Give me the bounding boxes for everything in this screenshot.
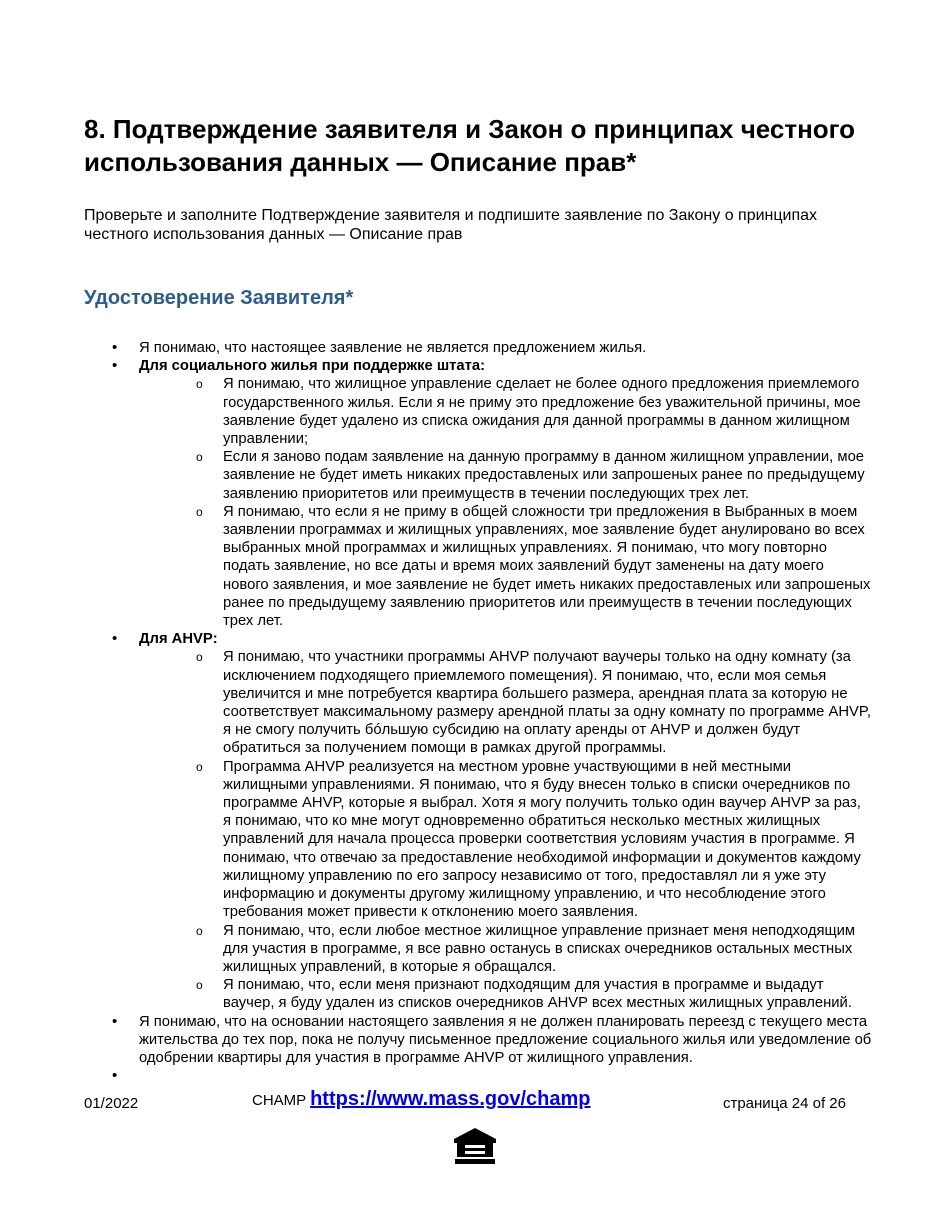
list-item-ahvp (112, 630, 872, 1012)
list-item: • Я понимаю, что настоящее заявление не является предложением жилья. (112, 339, 872, 357)
equal-housing-opportunity-icon (451, 1126, 499, 1166)
section-heading: Удостоверение Заявителя* (84, 287, 354, 309)
intro-text: Проверьте и заполните Подтверждение заявителя и подпишите заявление по Закону о принципах честного использования данных — Описание прав (84, 207, 818, 243)
sub-list-item: o Я понимаю, что участники программы AHVP получают ваучеры только на одну комнату (за исключением подходящего приемлемого помещения). Я понимаю, что, если моя семья увеличится и мне потребуется квартира большего размера, арендная плата за которую не соответствует максимальному размеру арендной платы за одну комнату по программе AHVP, я не смогу получить бóльшую субсидию на оплату аренды от AHVP и должен будут обратиться за получением помощи в рамках другой программы. (196, 648, 872, 757)
sub-list-item: o Программа AHVP реализуется на местном уровне участвующими в ней местными жилищными управлениями. Я понимаю, что я буду внесен только в списки очередников по программе AHVP, которые я выбрал. Хотя я могу получить только один ваучер AHVP за раз, я понимаю, что ко мне могут одновременно обратиться несколько местных жилищных управлений для начала процесса проверки соответствия условиям участия в программе. Я понимаю, что отвечаю за предоставление необходимой информации и документов каждому жилищному управлению по его запросу независимо от того, предоставлял ли я уже эту информацию и документы другому жилищному управлению, и что несоблюдение этого требования может привести к отклонению моего заявления. (196, 758, 872, 922)
champ-label: CHAMP (252, 1092, 306, 1109)
sub-list-item: o Я понимаю, что жилищное управление сделает не более одного предложения приемлемого государственного жилья. Если я не приму это предложение без уважительной причины, мое заявление будет удалено из списка ожидания для данной программы в данном жилищном управлении; (196, 375, 872, 448)
sub-list-item: o Я понимаю, что, если любое местное жилищное управление признает меня неподходящим для участия в программе, я все равно останусь в списках очередников остальных местных жилищных управлений, в которые я обращался. (196, 922, 872, 977)
footer-date: 01/2022 (84, 1095, 139, 1112)
list-item-state-housing (112, 357, 872, 630)
state-housing-heading: Для социального жилья при поддержке штата: (139, 358, 486, 375)
champ-link[interactable]: https://www.mass.gov/champ (310, 1088, 591, 1110)
empty-list-item (112, 1067, 872, 1085)
page-number: страница 24 of 26 (722, 1095, 846, 1112)
ahvp-heading: Для AHVP: (139, 631, 218, 648)
certification-list (112, 339, 872, 1085)
footer-champ (252, 1088, 591, 1111)
sub-list-item: o Я понимаю, что, если меня признают подходящим для участия в программе и выдадут ваучер, я буду удален из списков очередников AHVP всех местных жилищных управлений. (196, 976, 872, 1012)
list-item: • Я понимаю, что на основании настоящего заявления я не должен планировать переезд с текущего места жительства до тех пор, пока не получу письменное предложение социального жилья или уведомление об одобрении квартиры для участия в программе AHVP от жилищного управления. (112, 1013, 872, 1068)
page-footer (84, 1088, 846, 1118)
sub-list-item: o Я понимаю, что если я не приму в общей сложности три предложения в Выбранных в моем заявлении программах и жилищных управлениях, мое заявление будет анулировано во всех выбранных мной программах и жилищных управлениях. Я понимаю, что могу повторно подать заявление, но все даты и время моих заявлений будут заменены на дату моего нового заявления, и мое заявление не будет иметь никаких предоставленых или запрошеных ранее по предыдущему заявлению приоритетов или преимуществ в течении последующих трех лет. (196, 503, 872, 630)
sub-list-item: o Если я заново подам заявление на данную программу в данном жилищном управлении, мое заявление не будет иметь никаких предоставленых или запрошеных ранее по предыдущему заявлению приоритетов или преимуществ в течении последующих трех лет. (196, 448, 872, 503)
page-title: 8. Подтверждение заявителя и Закон о принципах честного использования данных — Описание прав* (84, 114, 856, 177)
